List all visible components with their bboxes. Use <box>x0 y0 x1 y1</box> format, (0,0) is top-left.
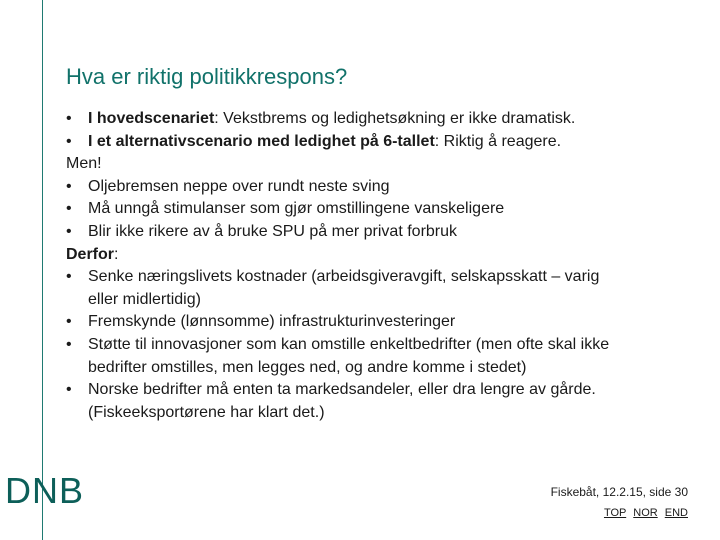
slide-content <box>66 108 696 424</box>
bullet-innovasjoner-cont: bedrifter omstilles, men legges ned, og andre komme i stedet) <box>88 358 527 376</box>
heading-men: Men! <box>66 155 102 173</box>
bullet-infrastruktur: • Fremskynde (lønnsomme) infrastrukturinvesteringer <box>66 311 696 334</box>
slide-title: Hva er riktig politikkrespons? <box>66 64 348 89</box>
bullet-oljebremsen: • Oljebremsen neppe over rundt neste sving <box>66 176 696 199</box>
bullet-icon: • <box>66 110 72 127</box>
bullet-hovedscenario: • I hovedscenariet: Vekstbrems og ledighetsøkning er ikke dramatisk. <box>66 108 696 131</box>
bullet-icon: • <box>66 177 72 195</box>
bullet-markedsandeler: • Norske bedrifter må enten ta markedsandeler, eller dra lengre av gårde. <box>66 379 696 402</box>
bullet-icon: • <box>66 335 72 353</box>
bullet-icon: • <box>66 222 72 240</box>
bullet-alternativscenario: • I et alternativscenario med ledighet på 6-tallet: Riktig å reagere. <box>66 131 696 154</box>
bullet-kostnader-cont: eller midlertidig) <box>88 290 201 308</box>
bullet-stimulanser: • Må unngå stimulanser som gjør omstillingene vanskeligere <box>66 198 696 221</box>
bullet-icon: • <box>66 132 72 150</box>
bullet-markedsandeler-cont: (Fiskeeksportørene har klart det.) <box>88 403 325 421</box>
dnb-logo: DNB <box>5 470 85 511</box>
bullet-icon: • <box>66 381 72 399</box>
nav-nor-link[interactable]: NOR <box>633 507 658 519</box>
vertical-accent-line <box>42 0 43 540</box>
nav-end-link[interactable]: END <box>664 507 688 519</box>
bullet-spu: • Blir ikke rikere av å bruke SPU på mer privat forbruk <box>66 221 696 244</box>
bullet-icon: • <box>66 268 72 286</box>
footer-note: Fiskebåt, 12.2.15, side 30 <box>550 485 688 499</box>
bullet-kostnader: • Senke næringslivets kostnader (arbeidsgiveravgift, selskapsskatt – varig <box>66 266 696 289</box>
bullet-icon: • <box>66 313 72 331</box>
bullet-innovasjoner: • Støtte til innovasjoner som kan omstille enkeltbedrifter (men ofte skal ikke <box>66 334 696 357</box>
nav-top-link[interactable]: TOP <box>603 507 627 519</box>
slide-nav <box>600 507 688 519</box>
bullet-icon: • <box>66 200 72 218</box>
heading-derfor: Derfor: <box>66 245 119 263</box>
